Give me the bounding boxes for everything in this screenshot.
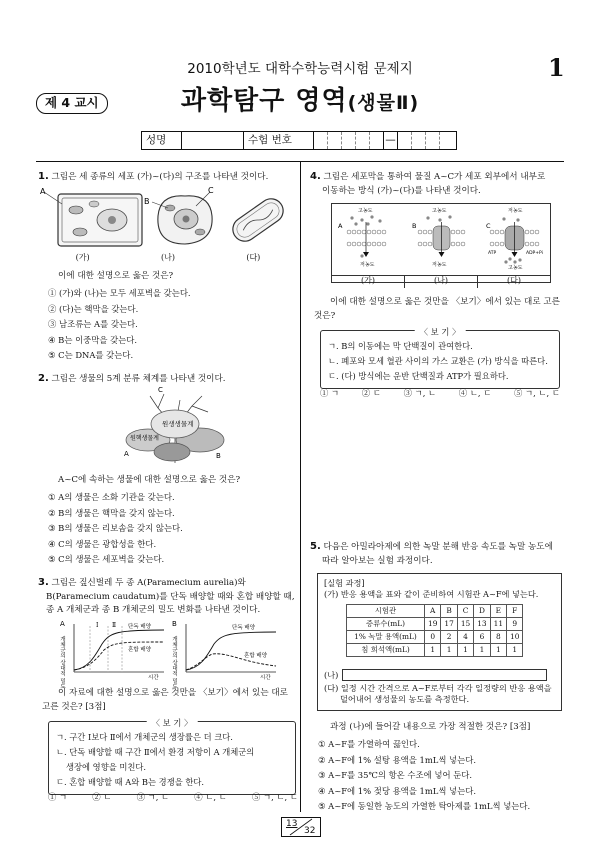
q1-captions [40,253,296,264]
subject-title [0,84,600,119]
graph-a-label: A [60,620,65,628]
label-c: C [208,186,214,195]
option[interactable]: ① A~F를 가열하여 끓인다. [318,739,420,749]
exam-title: 2010학년도 대학수학능력시험 문제지 [187,61,413,77]
experiment-title: [실험 과정] [324,578,365,588]
option[interactable]: ③ 남조류는 A를 갖는다. [48,319,138,329]
caption-na: (나) [161,253,175,262]
option[interactable]: ④ B는 이중막을 갖는다. [48,334,138,345]
question-5-prompt: 과정 (나)에 들어갈 내용으로 가장 적절한 것은? [3점] [330,722,531,732]
graph-b-ylabel: 개체군의 상대적 밀도 [171,636,177,689]
bacterium-diagram [228,194,288,246]
question-3-number: 3. [38,577,49,588]
option[interactable]: ② (다)는 핵막을 갖는다. [48,303,139,314]
graph-b-label: B [172,620,177,628]
question-3-prompt: 이 자료에 대한 설명으로 옳은 것만을 〈보기〉에서 있는 대로 고른 것은? [3점] [42,688,288,712]
option[interactable]: ① ㄱ [320,388,340,398]
exam-number-cell[interactable] [356,132,370,149]
graph-a-xlabel: 시간 [148,675,159,681]
caption-ga: (가) [75,253,90,262]
question-3-bogi: 〈 보 기 〉 ㄱ. 구간 Ⅰ보다 Ⅱ에서 개체군의 생장률은 더 크다. ㄴ. 단독 배양할 때 구간 Ⅱ에서 환경 저항이 A 개체군의 생장에 영향을 미친다. ㄷ. 혼합 배양할 때 A와 B는 경쟁을 한다. [48,721,296,795]
transport-diagram [332,204,552,270]
question-1-number: 1. [38,171,49,182]
low-label-3: 저농도 [508,208,523,214]
low-label-2: 저농도 [432,262,447,268]
question-4-options [320,386,560,402]
exam-number-dash: — [384,132,398,149]
label-a: A [124,450,129,458]
exam-number-cell[interactable] [370,132,384,149]
option[interactable]: ① ㄱ [48,792,68,802]
name-label: 성명 [142,132,182,149]
interval-2: Ⅱ [112,622,117,629]
option[interactable]: ④ A~F에 1% 젖당 용액을 1mL씩 넣는다. [318,785,477,796]
label-b: B [216,452,221,460]
table-header-row: 시험관 A B C D E F [347,605,523,618]
exam-number-cell[interactable] [440,132,456,149]
exam-number-cell[interactable] [412,132,426,149]
experiment-table [346,604,523,657]
table-row: 증류수(mL) 19 17 15 13 11 9 [347,618,523,631]
question-2-text: 그림은 생물의 5계 분류 체계를 나타낸 것이다. [51,374,226,384]
graph-b-solo: 단독 배양 [232,625,256,631]
option[interactable]: ③ ㄱ, ㄴ [403,388,437,398]
animal-cell-diagram [152,192,212,244]
graph-a-solo: 단독 배양 [128,624,152,630]
option[interactable]: ② ㄴ [92,792,112,802]
option[interactable]: ⑤ ㄱ, ㄴ, ㄷ [514,388,560,398]
high-label-1: 고농도 [358,208,373,214]
q1-cell-figure [40,186,295,256]
transport-captions: (가) (나) (다) [332,275,550,288]
atp-label: ATP [488,251,497,256]
question-5-number: 5. [310,541,321,552]
step-na: (나) [324,669,555,681]
question-2-stem [38,372,296,386]
caption-da: (다) [246,253,261,262]
exam-number-cell[interactable] [342,132,356,149]
label-b: B [144,197,150,206]
step-ga: (가) 반응 용액을 표와 같이 준비하여 시험관 A~F에 넣는다. [324,589,539,600]
question-1-stem [38,170,296,184]
option[interactable]: ④ ㄴ, ㄷ [458,388,492,398]
name-field[interactable] [182,132,244,149]
exam-number-cell[interactable] [328,132,342,149]
five-kingdom-diagram [120,388,230,466]
question-3-stem: 3. 그림은 짚신벌레 두 종 A(Paramecium aurelia)와 B(Paramecium caudatum)를 단독 배양할 때와 혼합 배양할 때, 종 A 개체군과 종 B 개체군의 밀도 변화를 나타낸 것이다. [38,577,295,615]
option[interactable]: ⑤ C의 생물은 세포벽을 갖는다. [48,554,165,564]
question-4-prompt: 이에 대한 설명으로 옳은 것만을 〈보기〉에서 있는 대로 고른 것은? [314,297,560,321]
option[interactable]: ④ C의 생물은 광합성을 한다. [48,538,157,549]
graph-b-mixed: 혼합 배양 [244,653,268,659]
graph-a-mixed: 혼합 배양 [128,647,152,653]
label-protist: 원생생물계 [162,420,194,428]
high-label-3: 고농도 [508,265,523,271]
transport-figure [331,203,551,283]
step-na-blank[interactable] [342,669,547,681]
option[interactable]: ② ㄷ [361,388,381,398]
label-monera: 원핵생물계 [130,435,159,442]
subject-main: 과학탐구 영역 [180,86,348,116]
question-4-bogi: 〈 보 기 〉 ㄱ. B의 이동에는 막 단백질이 관여한다. ㄴ. 폐포와 모세 혈관 사이의 가스 교환은 (가) 방식을 따른다. ㄷ. (다) 방식에는 운반 단백질과 ATP가 필요하다. [320,330,560,389]
high-label-2: 고농도 [432,208,447,214]
exam-number-cell[interactable] [398,132,412,149]
id-box [141,131,457,150]
question-5-stem: 5. 다음은 아밀라아제에 의한 녹말 분해 반응 속도를 녹말 농도에 따라 알아보는 실험 과정이다. [310,541,553,566]
table-row: 침 희석액(mL) 1 1 1 1 1 1 [347,644,523,657]
option[interactable]: ③ B의 생물은 리보솜을 갖지 않는다. [48,523,183,533]
question-1-prompt: 이에 대한 설명으로 옳은 것은? [58,271,174,281]
label-c: C [158,386,163,394]
interval-1: Ⅰ [96,622,99,629]
page-counter [281,817,321,837]
graph-b [171,618,282,689]
option[interactable]: ② B의 생물은 핵막을 갖지 않는다. [48,507,175,518]
graph-b-xlabel: 시간 [260,675,271,681]
page-total: 32 [304,826,316,836]
question-4-number: 4. [310,171,321,182]
option[interactable]: ④ ㄴ, ㄷ [194,792,227,802]
label-a: A [40,187,46,196]
panel-b-label: B [412,222,417,230]
page-current: 13 [286,819,298,829]
subject-sub: (생물Ⅱ) [347,92,420,114]
option[interactable]: ② A~F에 1% 설탕 용액을 1mL씩 넣는다. [318,754,477,765]
bogi-title: 〈 보 기 〉 [147,716,198,731]
option[interactable]: ⑤ ㄱ, ㄴ, ㄷ [252,792,298,802]
option[interactable]: ③ A~F를 35℃의 항온 수조에 넣어 둔다. [318,770,473,780]
option[interactable]: ① A의 생물은 소화 기관을 갖는다. [48,492,175,502]
graph-a-ylabel: 개체군의 상대적 밀도 [59,636,65,689]
period-badge: 제 4 교시 [36,93,108,114]
exam-number-cell[interactable] [314,132,328,149]
question-1-options [48,286,191,364]
question-5-options [318,737,530,815]
table-row: 1% 녹말 용액(mL) 0 2 4 6 8 10 [347,631,523,644]
column-divider [300,162,301,812]
panel-a-label: A [338,222,343,230]
question-4-stem: 4. 그림은 세포막을 통하여 물질 A~C가 세포 외부에서 내부로 이동하는 방식 (가)~(다)를 나타낸 것이다. [310,171,546,196]
low-label-1: 저농도 [360,262,375,268]
graph-a [59,618,170,689]
question-1-text: 그림은 세 종류의 세포 (가)~(다)의 구조를 나타낸 것이다. [51,172,269,182]
bogi-title: 〈 보 기 〉 [415,325,466,340]
option[interactable]: ③ ㄱ, ㄷ [136,792,170,802]
exam-number-label: 수험 번호 [244,132,314,149]
question-2-options [48,490,183,568]
plant-cell-diagram [44,192,142,246]
question-3-options [48,790,298,806]
option[interactable]: ⑤ A~F에 동일한 농도의 가열한 탁아제를 1mL씩 넣는다. [318,801,531,811]
option[interactable]: ⑤ C는 DNA를 갖는다. [48,350,134,360]
option[interactable]: ① (가)와 (나)는 모두 세포벽을 갖는다. [48,288,191,298]
experiment-box: [실험 과정] (가) 반응 용액을 표와 같이 준비하여 시험관 A~F에 넣는다. 시험관 A B C D E F 증류수(mL) 19 17 15 13 11 9 1% 녹말 용액(mL) 0 2 4 6 8 10 침 희석액(mL) 1 1 1 1 1 1 (나) (다) 일정 시간 간격으로 A~F로부터 각각 일정량의 반응 용액을 덜어내어 생성물의 농도를 측정한다. [317,573,562,711]
question-2-number: 2. [38,373,49,384]
page-number: 1 [548,53,565,82]
adp-label: ADP+Pi [526,251,543,256]
panel-c-label: C [486,222,491,230]
question-2-prompt: A~C에 속하는 생물에 대한 설명으로 옳은 것은? [58,475,241,485]
exam-number-cell[interactable] [426,132,440,149]
